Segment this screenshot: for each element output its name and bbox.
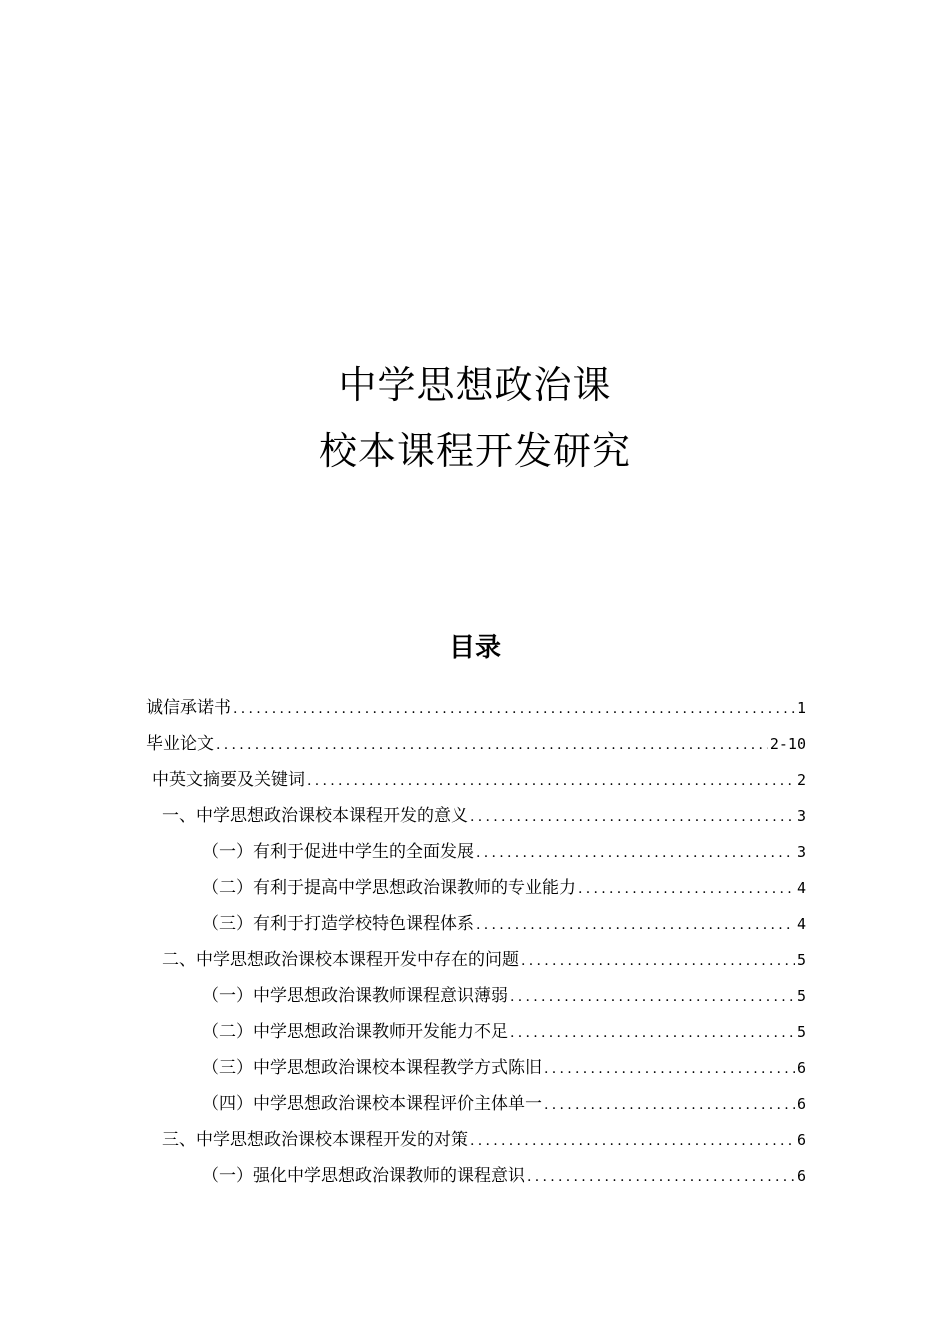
toc-leader-dots — [544, 1051, 795, 1087]
toc-entry-page: 2 — [796, 771, 806, 789]
toc-entry-label: （三）中学思想政治课校本课程教学方式陈旧 — [202, 1058, 542, 1078]
document-title — [0, 352, 950, 484]
toc-entry[interactable] — [202, 978, 806, 1014]
toc-entry[interactable] — [146, 726, 806, 762]
toc-entry-page: 4 — [796, 915, 806, 933]
toc-entry-label: （三）有利于打造学校特色课程体系 — [202, 914, 474, 934]
toc-entry-page: 3 — [796, 807, 806, 825]
toc-leader-dots — [510, 1015, 795, 1051]
toc-leader-dots — [476, 835, 795, 871]
toc-entry-label: 二、中学思想政治课校本课程开发中存在的问题 — [162, 950, 519, 970]
toc-entry[interactable] — [162, 1122, 806, 1158]
toc-leader-dots — [521, 943, 795, 979]
toc-entry-label: （二）有利于提高中学思想政治课教师的专业能力 — [202, 878, 576, 898]
title-line-1: 中学思想政治课 — [338, 363, 612, 407]
toc-entry-label: （一）中学思想政治课教师课程意识薄弱 — [202, 986, 508, 1006]
toc-leader-dots — [233, 691, 795, 727]
toc-leader-dots — [510, 979, 795, 1015]
toc-entry-label: （一）有利于促进中学生的全面发展 — [202, 842, 474, 862]
toc-entry[interactable] — [202, 1086, 806, 1122]
toc-entry-label: 一、中学思想政治课校本课程开发的意义 — [162, 806, 468, 826]
toc-entry-label: （四）中学思想政治课校本课程评价主体单一 — [202, 1094, 542, 1114]
toc-entry-label: 中英文摘要及关键词 — [152, 770, 305, 790]
toc-entry[interactable] — [202, 1050, 806, 1086]
toc-entry[interactable] — [146, 690, 806, 726]
toc-entry[interactable] — [162, 942, 806, 978]
toc-leader-dots — [578, 871, 795, 907]
toc-entry-page: 4 — [796, 879, 806, 897]
toc-entry-label: （二）中学思想政治课教师开发能力不足 — [202, 1022, 508, 1042]
toc-entry-label: 毕业论文 — [146, 734, 214, 754]
toc-entry[interactable] — [162, 798, 806, 834]
toc-heading: 目录 — [448, 633, 501, 663]
title-line-2: 校本课程开发研究 — [318, 429, 631, 473]
toc-leader-dots — [470, 799, 795, 835]
toc-entry-label: （一）强化中学思想政治课教师的课程意识 — [202, 1166, 525, 1186]
toc-entry[interactable] — [202, 870, 806, 906]
toc-entry[interactable] — [202, 1014, 806, 1050]
toc-entry-page: 5 — [796, 987, 806, 1005]
toc-entry-label: 诚信承诺书 — [146, 698, 231, 718]
toc-leader-dots — [216, 727, 768, 763]
toc-entry[interactable] — [202, 834, 806, 870]
toc-entry-page: 6 — [796, 1095, 806, 1113]
toc-entry-page: 5 — [796, 1023, 806, 1041]
toc-entry[interactable] — [202, 906, 806, 942]
toc-leader-dots — [470, 1123, 795, 1159]
toc-entry-page: 6 — [796, 1167, 806, 1185]
toc-leader-dots — [307, 763, 795, 799]
toc-leader-dots — [527, 1159, 795, 1195]
toc-entry[interactable] — [152, 762, 806, 798]
toc-entry-page: 6 — [796, 1059, 806, 1077]
toc-entry-page: 5 — [796, 951, 806, 969]
toc-leader-dots — [544, 1087, 795, 1123]
toc-entry-page: 3 — [796, 843, 806, 861]
toc-entry[interactable] — [202, 1158, 806, 1194]
toc-leader-dots — [476, 907, 795, 943]
toc-entry-label: 三、中学思想政治课校本课程开发的对策 — [162, 1130, 468, 1150]
toc-entry-page: 2-10 — [769, 735, 806, 753]
toc-entry-page: 1 — [796, 699, 806, 717]
toc-entry-page: 6 — [796, 1131, 806, 1149]
